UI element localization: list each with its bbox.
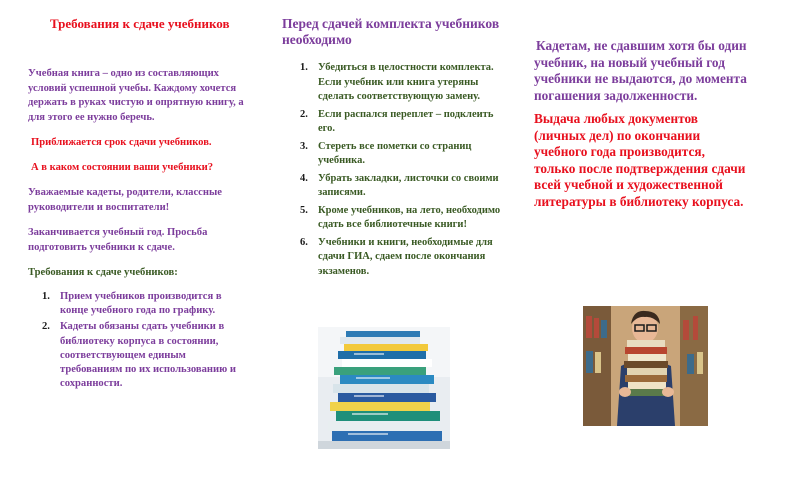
requirements-subtitle: Требования к сдаче учебников: [28,267,178,278]
column-notices [534,0,748,210]
list-item: 6. Учебники и книги, необходимые для сдачи ГИА, сдаем после окончания экзаменов. [300,236,493,277]
before-return-title: Перед сдачей комплекта учебников необходимо [282,16,500,47]
column-before-return [282,0,502,282]
documents-notice: Выдача любых документов (личных дел) по окончании учебного года производится, только после подтверждения сдачи всей учебной и художественной литературы в библиотеку корпуса. [534,111,746,209]
list-item: 2. Если распался переплет – подклеить его. [300,108,494,134]
year-end-text: Заканчивается учебный год. Просьба подготовить учебники к сдаче. [28,227,208,253]
debt-notice: Кадетам, не сдавшим хотя бы один учебник, на новый учебный год учебники не выдаются, до момента погашения задолженности. [534,38,747,103]
requirements-list [28,290,250,391]
student-with-books-image [583,306,708,426]
column-requirements [28,0,250,393]
intro-paragraph: Учебная книга – одно из составляющих условий успешной учебы. Каждому хочется держать в руках чистую и опрятную книгу, а для этого ее нужно беречь. [28,68,244,123]
list-item: 2. Кадеты обязаны сдать учебники в библиотеку корпуса в состоянии, соответствующем единым требованиям по их использованию и сохранности. [42,321,236,390]
greeting-text: Уважаемые кадеты, родители, классные руководители и воспитатели! [28,187,222,213]
list-item: 1. Прием учебников производится в конце учебного года по графику. [42,291,222,317]
list-item: 3. Стереть все пометки со страниц учебника. [300,140,472,166]
before-return-list [282,61,502,279]
list-item: 5. Кроме учебников, на лето, необходимо сдать все библиотечные книги! [300,204,501,230]
list-item: 1. Убедиться в целостности комплекта. Если учебник или книга утеряны сделать соответствующую замену. [300,62,494,102]
deadline-text: Приближается срок сдачи учебников. [31,137,212,148]
condition-question: А в каком состоянии ваши учебники? [31,162,214,173]
requirements-title: Требования к сдаче учебников [50,16,230,31]
book-stack-image [318,327,450,449]
list-item: 4. Убрать закладки, листочки со своими записями. [300,172,499,198]
